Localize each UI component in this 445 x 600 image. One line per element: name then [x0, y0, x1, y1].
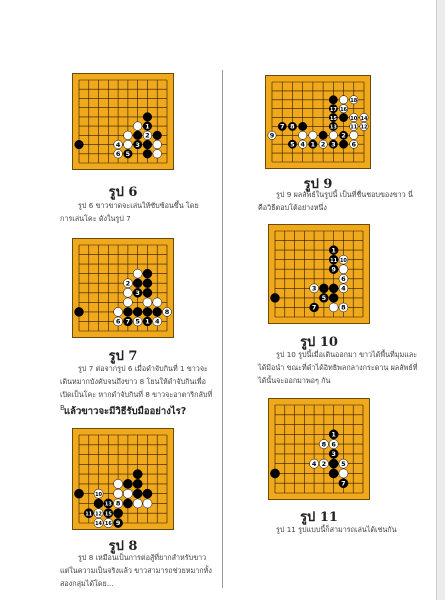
- white-stone: [360, 122, 368, 130]
- black-stone: [329, 122, 337, 130]
- white-stone: [298, 131, 306, 139]
- white-stone: [123, 489, 132, 498]
- white-stone: [133, 269, 142, 278]
- stone-move-number: 6: [115, 149, 121, 158]
- white-stone: [123, 279, 132, 288]
- stone-move-number: 18: [350, 97, 358, 104]
- stone-move-number: 8: [164, 308, 170, 317]
- stone-move-number: 2: [145, 131, 150, 140]
- figure-caption: รูป 9 ผลลัพธ์ในรูปนี้ เป็นที่ชื่นชอบของขาว นี่คือวิธีตอบโต้อย่างหนึ่ง: [258, 190, 413, 212]
- figure-title: รูป 8: [108, 539, 138, 554]
- stone-move-number: 4: [154, 317, 160, 326]
- white-stone: [114, 307, 123, 316]
- stone-move-number: 6: [331, 440, 336, 449]
- stone-move-number: 8: [115, 499, 121, 508]
- black-stone: [310, 303, 319, 312]
- stone-move-number: 9: [115, 519, 121, 528]
- figure-caption: รูป 8 เหมือนเป็นการต่อสู้ที่ยากสำหรับขาว แต่ในความเป็นจริงแล้ว ขาวสามารถช่วยหมากทั้งสองกลุ่มได้โดย...: [60, 553, 212, 588]
- black-stone: [329, 284, 338, 293]
- white-stone: [329, 303, 338, 312]
- black-stone: [153, 131, 162, 140]
- white-stone: [143, 499, 152, 508]
- black-stone: [329, 430, 338, 439]
- black-stone: [329, 255, 338, 264]
- black-stone: [319, 131, 327, 139]
- black-stone: [133, 470, 142, 479]
- white-stone: [163, 307, 172, 316]
- stone-move-number: 12: [360, 124, 368, 131]
- black-stone: [329, 140, 337, 148]
- white-stone: [124, 131, 133, 140]
- white-stone: [350, 140, 358, 148]
- stone-move-number: 4: [115, 140, 121, 149]
- stone-move-number: 3: [135, 140, 140, 149]
- black-stone: [329, 246, 338, 255]
- black-stone: [329, 113, 337, 121]
- stone-move-number: 15: [329, 115, 337, 122]
- black-stone: [133, 479, 142, 488]
- figure-title: รูป 6: [108, 185, 138, 200]
- question-heading: แล้วขาวจะมีวิธีรับมืออย่างไร?: [64, 406, 187, 417]
- board-grid: [73, 429, 173, 529]
- go-board-fig9: [265, 75, 371, 169]
- black-stone: [319, 293, 328, 302]
- black-stone: [270, 469, 279, 478]
- stone-move-number: 4: [311, 459, 317, 468]
- stone-move-number: 8: [341, 303, 346, 312]
- black-stone: [123, 317, 132, 326]
- stone-move-number: 17: [329, 106, 337, 113]
- board-grid: [266, 76, 370, 168]
- black-stone: [309, 140, 317, 148]
- stone-move-number: 1: [310, 140, 316, 149]
- black-stone: [143, 113, 152, 122]
- white-stone: [123, 288, 132, 297]
- black-stone: [278, 122, 286, 130]
- stone-move-number: 5: [135, 317, 140, 326]
- stone-move-number: 7: [311, 303, 317, 312]
- white-stone: [339, 469, 348, 478]
- stone-move-number: 3: [331, 140, 336, 149]
- black-stone: [143, 149, 152, 158]
- column-divider: [222, 70, 223, 588]
- black-stone: [94, 499, 103, 508]
- black-stone: [153, 307, 162, 316]
- stone-move-number: 11: [330, 257, 338, 264]
- black-stone: [143, 489, 152, 498]
- stone-move-number: 7: [125, 317, 131, 326]
- black-stone: [114, 509, 123, 518]
- white-stone: [114, 140, 123, 149]
- white-stone: [329, 131, 337, 139]
- black-stone: [143, 269, 152, 278]
- white-stone: [319, 459, 328, 468]
- stone-move-number: 1: [145, 317, 150, 326]
- white-stone: [114, 499, 123, 508]
- white-stone: [350, 113, 358, 121]
- stone-move-number: 11: [350, 124, 358, 131]
- stone-move-number: 6: [351, 140, 357, 149]
- white-stone: [124, 140, 133, 149]
- black-stone: [271, 293, 280, 302]
- stone-move-number: 2: [320, 140, 326, 149]
- stone-move-number: 16: [104, 521, 112, 528]
- stone-move-number: 4: [300, 140, 305, 149]
- black-stone: [75, 140, 84, 149]
- figure-title: รูป 9: [303, 177, 333, 192]
- white-stone: [114, 489, 123, 498]
- stone-move-number: 3: [311, 284, 317, 293]
- black-stone: [123, 499, 132, 508]
- stone-move-number: 6: [115, 317, 121, 326]
- black-stone: [114, 518, 123, 527]
- stone-move-number: 16: [340, 106, 348, 113]
- stone-move-number: 1: [331, 246, 336, 255]
- stone-move-number: 12: [95, 511, 103, 518]
- stone-move-number: 4: [341, 284, 346, 293]
- black-stone: [133, 131, 142, 140]
- stone-move-number: 5: [125, 149, 131, 158]
- white-stone: [114, 479, 123, 488]
- black-stone: [123, 307, 132, 316]
- white-stone: [133, 122, 142, 131]
- stone-move-number: 11: [85, 511, 93, 518]
- black-stone: [288, 122, 296, 130]
- stone-move-number: 3: [135, 288, 140, 297]
- go-board-fig10: [268, 224, 370, 324]
- black-stone: [75, 307, 84, 316]
- stone-move-number: 14: [360, 115, 368, 122]
- black-stone: [133, 279, 142, 288]
- white-stone: [153, 317, 162, 326]
- black-stone: [329, 469, 338, 478]
- black-stone: [143, 317, 152, 326]
- stone-move-number: 13: [329, 124, 337, 131]
- black-stone: [133, 140, 142, 149]
- white-stone: [114, 149, 123, 158]
- white-stone: [133, 499, 142, 508]
- stone-move-number: 10: [95, 491, 103, 498]
- stone-move-number: 14: [95, 521, 103, 528]
- board-grid: [269, 225, 369, 323]
- white-stone: [339, 284, 348, 293]
- black-stone: [84, 509, 93, 518]
- stone-move-number: 9: [331, 265, 336, 274]
- stone-move-number: 1: [331, 430, 336, 439]
- stone-move-number: 10: [339, 257, 347, 264]
- go-board-fig8: [72, 428, 174, 530]
- stone-move-number: 7: [341, 479, 346, 488]
- white-stone: [123, 298, 132, 307]
- white-stone: [104, 518, 113, 527]
- white-stone: [339, 459, 348, 468]
- black-stone: [143, 140, 152, 149]
- black-stone: [143, 288, 152, 297]
- white-stone: [350, 131, 358, 139]
- black-stone: [123, 479, 132, 488]
- white-stone: [339, 274, 348, 283]
- stone-move-number: 6: [341, 274, 346, 283]
- black-stone: [143, 279, 152, 288]
- figure-caption: รูป 11 รูปแบบนี้ก็สามารถเล่นได้เช่นกัน: [276, 525, 397, 534]
- black-stone: [74, 489, 83, 498]
- white-stone: [94, 518, 103, 527]
- white-stone: [133, 317, 142, 326]
- black-stone: [329, 265, 338, 274]
- figure-title: รูป 11: [300, 510, 338, 525]
- white-stone: [319, 140, 327, 148]
- stone-move-number: 2: [321, 459, 327, 468]
- stone-move-number: 15: [104, 511, 112, 518]
- black-stone: [133, 288, 142, 297]
- white-stone: [143, 298, 152, 307]
- go-board-fig7: [72, 238, 174, 338]
- white-stone: [143, 131, 152, 140]
- stone-move-number: 7: [279, 122, 285, 131]
- stone-move-number: 8: [290, 122, 295, 131]
- white-stone: [319, 440, 328, 449]
- black-stone: [329, 449, 338, 458]
- white-stone: [310, 459, 319, 468]
- black-stone: [319, 284, 328, 293]
- white-stone: [339, 265, 348, 274]
- go-board-fig11: [268, 398, 370, 500]
- page-edge: [436, 0, 445, 600]
- white-stone: [310, 284, 319, 293]
- white-stone: [114, 317, 123, 326]
- black-stone: [339, 140, 347, 148]
- black-stone: [329, 104, 337, 112]
- black-stone: [339, 131, 347, 139]
- black-stone: [339, 479, 348, 488]
- black-stone: [329, 293, 338, 302]
- white-stone: [350, 122, 358, 130]
- stone-move-number: 5: [341, 459, 346, 468]
- white-stone: [94, 509, 103, 518]
- black-stone: [329, 459, 338, 468]
- white-stone: [153, 149, 162, 158]
- white-stone: [339, 96, 347, 104]
- black-stone: [133, 307, 142, 316]
- figure-caption: รูป 6 ขาวขาดจะเล่นให้ซับซ้อนขึ้น โดยการเล่นโคะ ดังในรูป 7: [60, 201, 199, 223]
- stone-move-number: 2: [125, 279, 131, 288]
- figure-caption: รูป 10 รูปนี้เมื่อเดินออกมา ขาวได้พื้นที่มุมและได้มีอนำ ขณะที่ดำได้อิทธิพลกลางกระดาน ผลลัพธ์ที่ได้นั้นจะออกมาพอๆ กัน: [258, 350, 418, 385]
- stone-move-number: 1: [145, 122, 150, 131]
- black-stone: [329, 96, 337, 104]
- board-grid: [73, 239, 173, 337]
- white-stone: [339, 255, 348, 264]
- black-stone: [143, 122, 152, 131]
- stone-move-number: 2: [341, 131, 346, 140]
- black-stone: [104, 499, 113, 508]
- white-stone: [309, 131, 317, 139]
- white-stone: [153, 140, 162, 149]
- board-grid: [73, 74, 173, 169]
- stone-move-number: 5: [321, 294, 327, 303]
- black-stone: [288, 140, 296, 148]
- white-stone: [268, 131, 276, 139]
- board-grid: [269, 399, 369, 499]
- figure-caption: รูป 7 ต่อจากรูป 6 เมื่อดำจับกินที่ 1 ขาวจะเดินหมากบังคับจนถึงขาว 8 โยนให้ดำจับกินเพื่อเปิดเป็นโคะ หากดำจับกินที่ 8 ขาวจะอาตาริกลับที่ B: [60, 364, 213, 412]
- stone-move-number: 9: [269, 131, 275, 140]
- black-stone: [104, 509, 113, 518]
- white-stone: [339, 104, 347, 112]
- white-stone: [329, 440, 338, 449]
- stone-move-number: 13: [104, 501, 112, 508]
- white-stone: [339, 303, 348, 312]
- black-stone: [143, 307, 152, 316]
- go-board-fig6: [72, 73, 174, 170]
- black-stone: [298, 122, 306, 130]
- figure-title: รูป 7: [108, 349, 138, 364]
- white-stone: [298, 140, 306, 148]
- black-stone: [133, 489, 142, 498]
- stone-move-number: 8: [321, 440, 327, 449]
- stone-move-number: 10: [350, 115, 358, 122]
- black-stone: [124, 149, 133, 158]
- white-stone: [360, 113, 368, 121]
- black-stone: [339, 113, 347, 121]
- white-stone: [350, 96, 358, 104]
- white-stone: [94, 489, 103, 498]
- stone-move-number: 5: [290, 140, 295, 149]
- white-stone: [153, 298, 162, 307]
- stone-move-number: 3: [331, 450, 336, 459]
- figure-title: รูป 10: [300, 335, 338, 350]
